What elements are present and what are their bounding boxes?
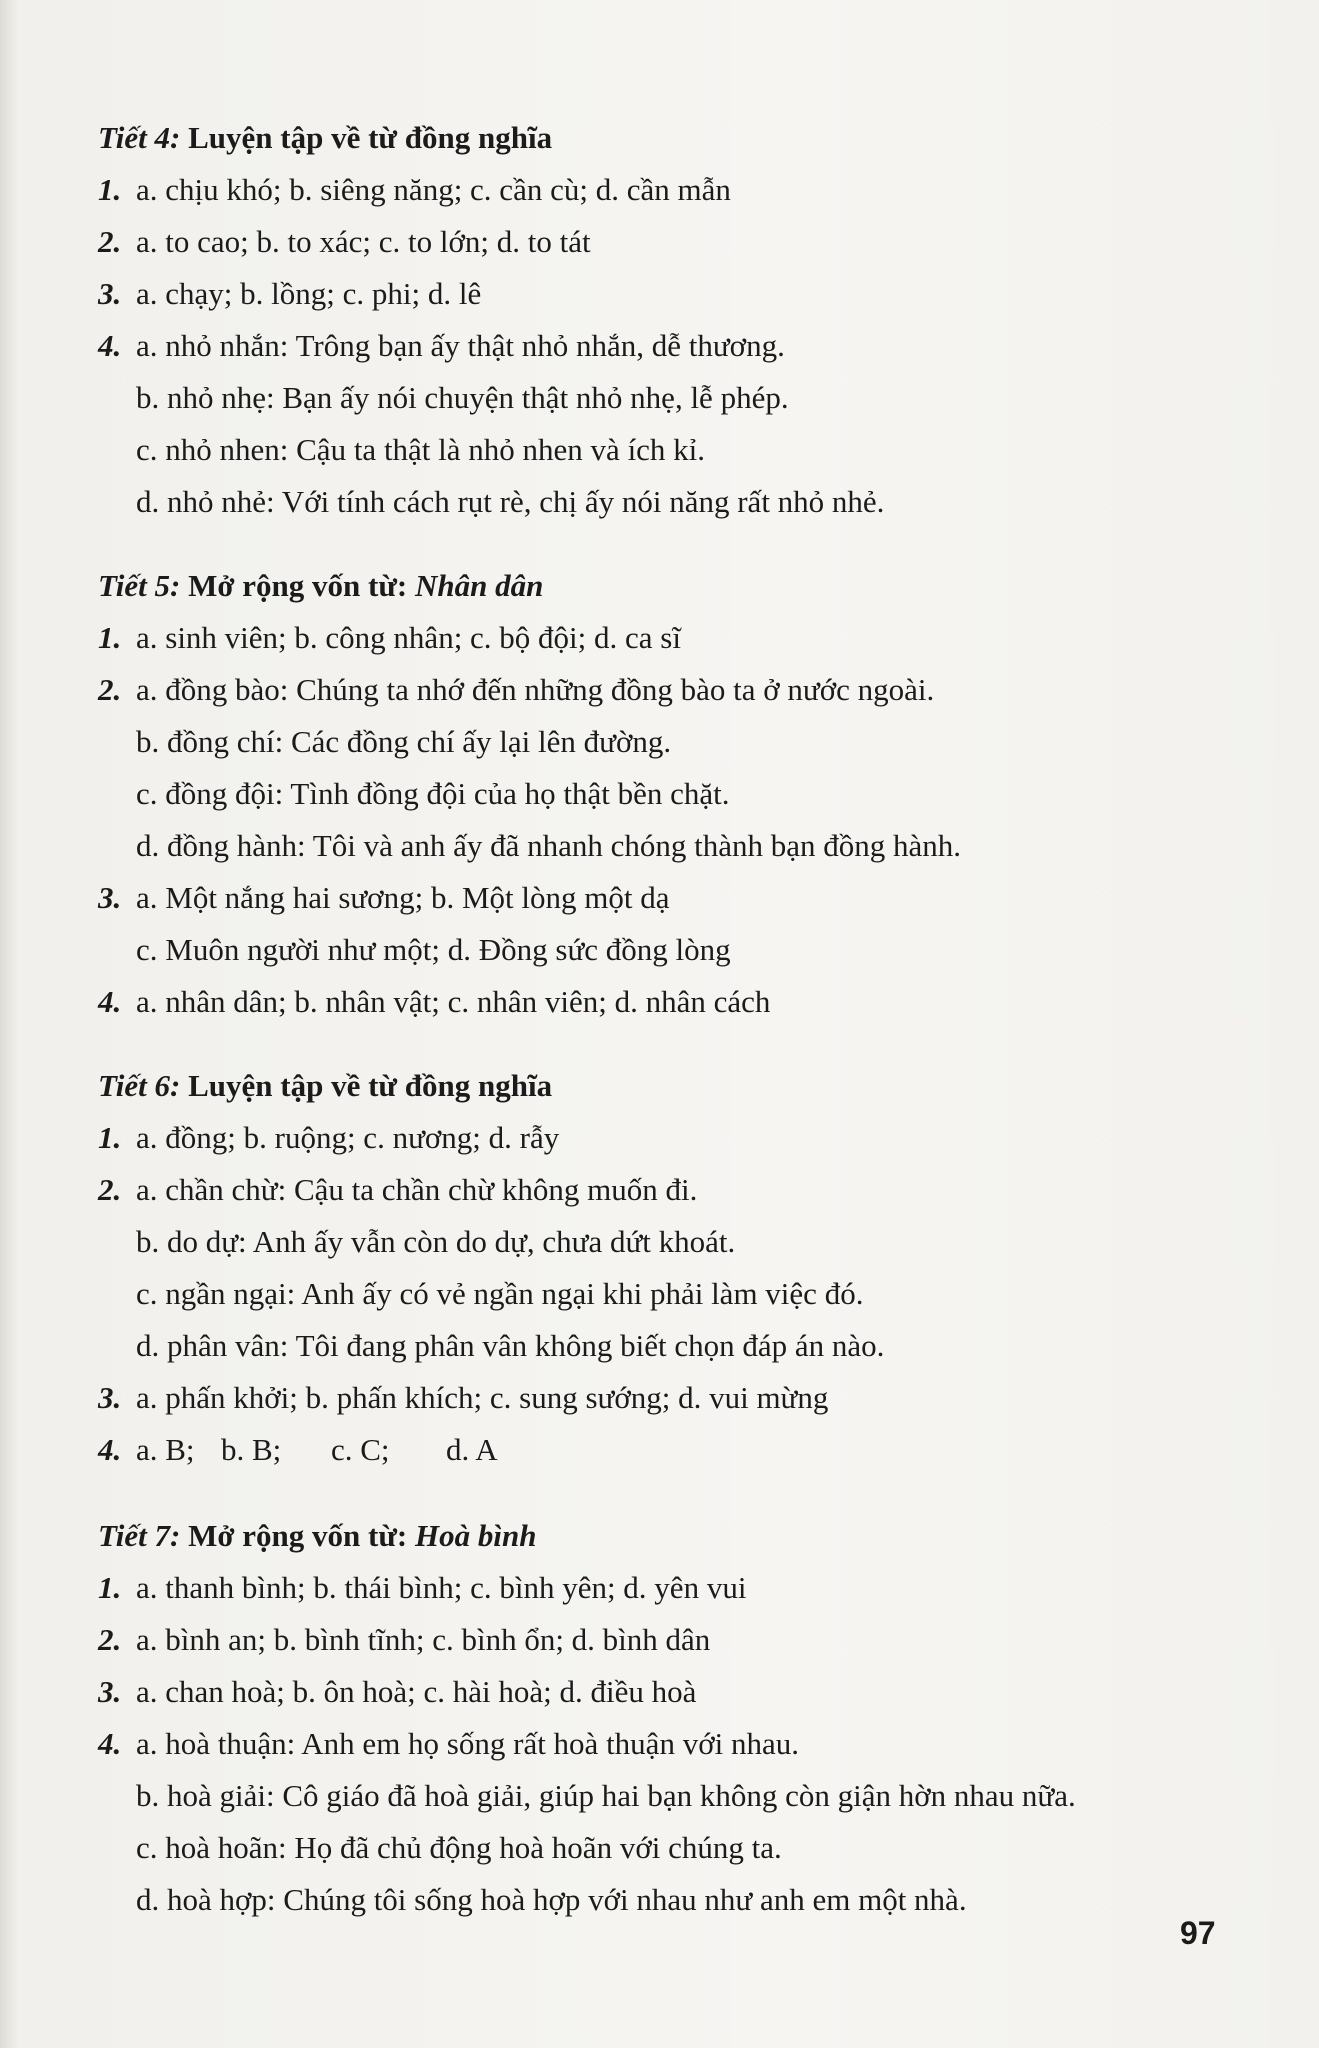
item-number: 1.: [98, 1570, 122, 1605]
lesson-topic-emphasis: Hoà bình: [415, 1518, 537, 1553]
answer-text: a. đồng bào: Chúng ta nhớ đến những đồng bào ta ở nước ngoài.: [136, 672, 935, 707]
answer-text: c. ngần ngại: Anh ấy có vẻ ngần ngại khi phải làm việc đó.: [136, 1276, 864, 1311]
item-number: 3.: [98, 880, 122, 915]
answer-d: d. A: [446, 1432, 498, 1467]
answer-text: a. nhỏ nhắn: Trông bạn ấy thật nhỏ nhắn, dễ thương.: [136, 328, 785, 363]
answer-text: a. chan hoà; b. ôn hoà; c. hài hoà; d. điều hoà: [136, 1674, 697, 1709]
answer-text: d. đồng hành: Tôi và anh ấy đã nhanh chóng thành bạn đồng hành.: [136, 828, 962, 863]
item-number: 3.: [98, 1380, 122, 1415]
answer-line: [98, 372, 1278, 424]
section-title: [98, 1510, 1278, 1562]
answer-line: [98, 424, 1278, 476]
answer-line: [98, 872, 1278, 924]
answer-text: a. đồng; b. ruộng; c. nương; d. rẫy: [136, 1120, 560, 1155]
item-number: 1.: [98, 1120, 122, 1155]
answer-line: [98, 1666, 1278, 1718]
answer-line: [98, 1874, 1278, 1926]
answer-line: [98, 612, 1278, 664]
section-tiet-5: [98, 560, 1278, 1028]
answer-key-line: [98, 1424, 1278, 1476]
answer-c: c. C;: [331, 1432, 390, 1467]
answer-line: [98, 1718, 1278, 1770]
answer-text: c. Muôn người như một; d. Đồng sức đồng lòng: [136, 932, 731, 967]
answer-text: b. nhỏ nhẹ: Bạn ấy nói chuyện thật nhỏ nhẹ, lễ phép.: [136, 380, 789, 415]
answer-text: d. phân vân: Tôi đang phân vân không biết chọn đáp án nào.: [136, 1328, 885, 1363]
answer-text: b. đồng chí: Các đồng chí ấy lại lên đường.: [136, 724, 672, 759]
page-number: 97: [1180, 1915, 1216, 1951]
answer-line: [98, 716, 1278, 768]
item-number: 2.: [98, 672, 122, 707]
answer-line: [98, 1320, 1278, 1372]
section-tiet-6: [98, 1060, 1278, 1476]
item-number: 1.: [98, 172, 122, 207]
answer-line: [98, 1164, 1278, 1216]
answer-text: a. nhân dân; b. nhân vật; c. nhân viên; d. nhân cách: [136, 984, 771, 1019]
item-number: 2.: [98, 224, 122, 259]
lesson-topic: Luyện tập về từ đồng nghĩa: [188, 120, 553, 155]
answer-line: [98, 1372, 1278, 1424]
answer-line: [98, 1268, 1278, 1320]
answer-line: [98, 1614, 1278, 1666]
answer-line: [98, 1216, 1278, 1268]
answer-text: c. nhỏ nhen: Cậu ta thật là nhỏ nhen và ích kỉ.: [136, 432, 706, 467]
answer-line: [98, 216, 1278, 268]
answer-line: [98, 664, 1278, 716]
answer-line: [98, 976, 1278, 1028]
answer-line: [98, 924, 1278, 976]
answer-line: [98, 1822, 1278, 1874]
item-number: 1.: [98, 620, 122, 655]
answer-text: a. to cao; b. to xác; c. to lớn; d. to tát: [136, 224, 591, 259]
answer-text: a. chần chừ: Cậu ta chần chừ không muốn đi.: [136, 1172, 698, 1207]
answer-line: [98, 268, 1278, 320]
lesson-number: Tiết 7:: [98, 1518, 181, 1553]
item-number: 4.: [98, 328, 122, 363]
answer-line: [98, 1112, 1278, 1164]
answer-text: a. chịu khó; b. siêng năng; c. cần cù; d. cần mẫn: [136, 172, 731, 207]
section-title: [98, 1060, 1278, 1112]
answer-text: a. thanh bình; b. thái bình; c. bình yên; d. yên vui: [136, 1570, 747, 1605]
lesson-topic-emphasis: Nhân dân: [415, 568, 544, 603]
answer-line: [98, 768, 1278, 820]
lesson-number: Tiết 5:: [98, 568, 181, 603]
answer-line: [98, 820, 1278, 872]
item-number: 3.: [98, 1674, 122, 1709]
answer-line: [98, 476, 1278, 528]
answer-text: a. Một nắng hai sương; b. Một lòng một dạ: [136, 880, 670, 915]
answer-a: a. B;: [136, 1432, 195, 1467]
item-number: 2.: [98, 1622, 122, 1657]
answer-text: a. sinh viên; b. công nhân; c. bộ đội; d. ca sĩ: [136, 620, 681, 655]
answer-line: [98, 1562, 1278, 1614]
answer-text: a. hoà thuận: Anh em họ sống rất hoà thuận với nhau.: [136, 1726, 799, 1761]
section-tiet-7: [98, 1510, 1278, 1926]
answer-text: a. phấn khởi; b. phấn khích; c. sung sướng; d. vui mừng: [136, 1380, 829, 1415]
answer-text: d. hoà hợp: Chúng tôi sống hoà hợp với nhau như anh em một nhà.: [136, 1882, 967, 1917]
section-tiet-4: [98, 112, 1278, 528]
item-number: 4.: [98, 1432, 122, 1467]
answer-text: b. hoà giải: Cô giáo đã hoà giải, giúp hai bạn không còn giận hờn nhau nữa.: [136, 1778, 1076, 1813]
answer-text: a. bình an; b. bình tĩnh; c. bình ổn; d. bình dân: [136, 1622, 711, 1657]
answer-text: d. nhỏ nhẻ: Với tính cách rụt rè, chị ấy nói năng rất nhỏ nhẻ.: [136, 484, 885, 519]
item-number: 2.: [98, 1172, 122, 1207]
answer-text: a. chạy; b. lồng; c. phi; d. lê: [136, 276, 482, 311]
section-title: [98, 112, 1278, 164]
lesson-topic: Mở rộng vốn từ:: [188, 1518, 408, 1553]
lesson-number: Tiết 6:: [98, 1068, 181, 1103]
lesson-number: Tiết 4:: [98, 120, 181, 155]
answer-line: [98, 320, 1278, 372]
lesson-topic: Luyện tập về từ đồng nghĩa: [188, 1068, 553, 1103]
lesson-topic: Mở rộng vốn từ:: [188, 568, 408, 603]
answer-line: [98, 1770, 1278, 1822]
answer-text: c. đồng đội: Tình đồng đội của họ thật bền chặt.: [136, 776, 730, 811]
item-number: 4.: [98, 1726, 122, 1761]
answer-text: b. do dự: Anh ấy vẫn còn do dự, chưa dứt khoát.: [136, 1224, 736, 1259]
section-title: [98, 560, 1278, 612]
answer-line: [98, 164, 1278, 216]
answer-text: c. hoà hoãn: Họ đã chủ động hoà hoãn với chúng ta.: [136, 1830, 782, 1865]
item-number: 3.: [98, 276, 122, 311]
item-number: 4.: [98, 984, 122, 1019]
answer-b: b. B;: [221, 1432, 282, 1467]
